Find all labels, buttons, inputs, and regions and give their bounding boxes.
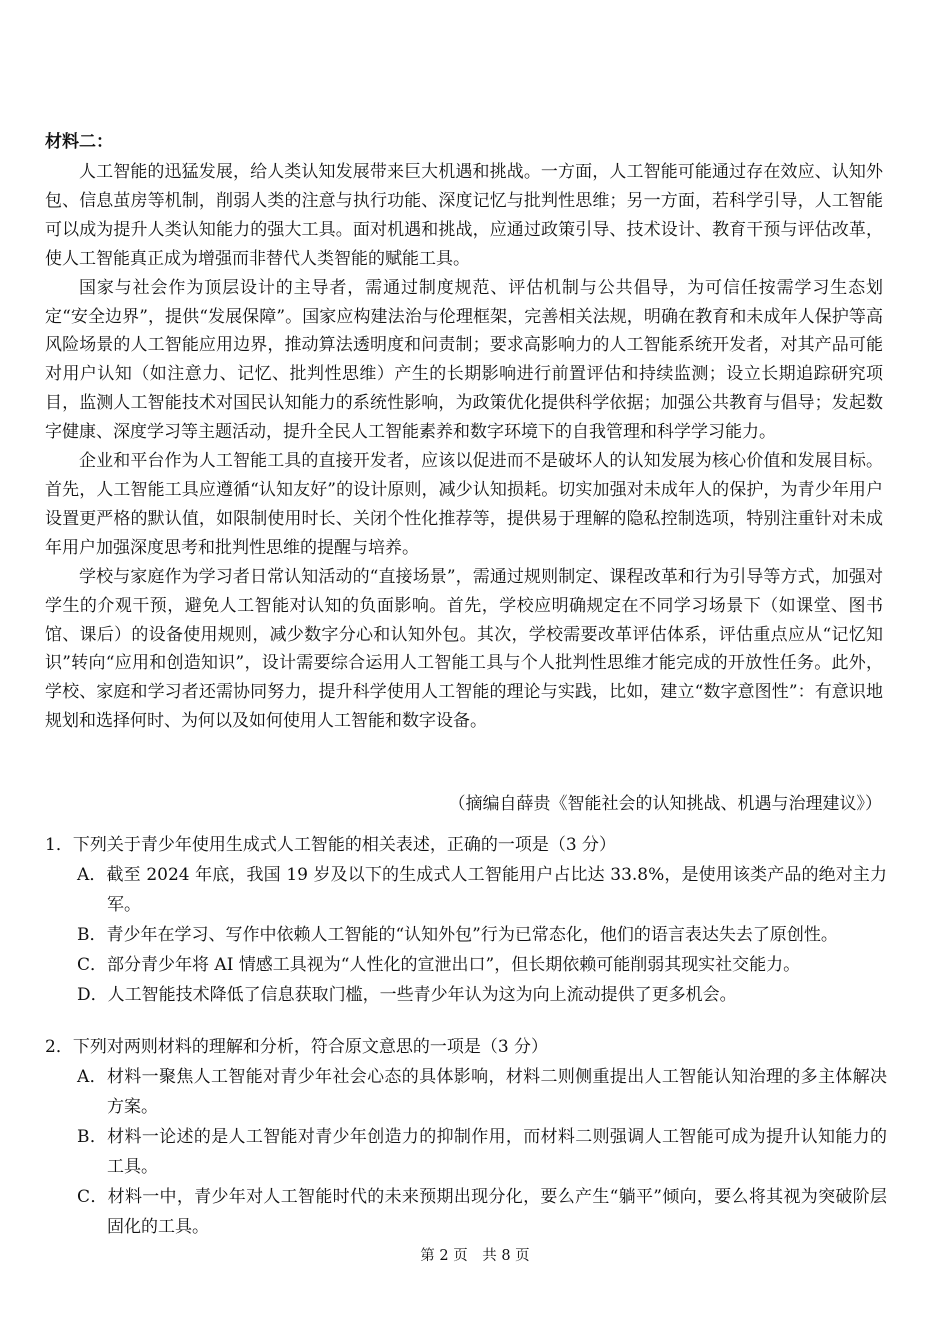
page-number: 第 2 页 共 8 页 [420,1248,530,1264]
material-two-passage [45,158,883,736]
paragraph: 国家与社会作为顶层设计的主导者，需通过制度规范、评估机制与公共倡导，为可信任按需学习生态划定“安全边界”，提供“发展保障”。国家应构建法治与伦理框架，完善相关法规，明确在教育和未成年人保护等高风险场景的人工智能应用边界，推动算法透明度和问责制；要求高影响力的人工智能系统开发者，对其产品可能对用户认知（如注意力、记忆、批判性思维）产生的长期影响进行前置评估和持续监测；设立长期追踪研究项目，监测人工智能技术对国民认知能力的系统性影响，为政策优化提供科学依据；加强公共教育与倡导；发起数字健康、深度学习等主题活动，提升全民人工智能素养和数字环境下的自我管理和科学学习能力。 [45,277,883,443]
question-stem: 2．下列对两则材料的理解和分析，符合原文意思的一项是（3 分） [45,1037,549,1057]
question-stem: 1．下列关于青少年使用生成式人工智能的相关表述，正确的一项是（3 分） [45,835,617,855]
option-b: B．材料一论述的是人工智能对青少年创造力的抑制作用，而材料二则强调人工智能可成为提升认知能力的工具。 [77,1127,887,1177]
option-c: C．部分青少年将 AI 情感工具视为“人性化的宣泄出口”，但长期依赖可能削弱其现实社交能力。 [77,955,801,975]
paragraph: 学校与家庭作为学习者日常认知活动的“直接场景”，需通过规则制定、课程改革和行为引导等方式，加强对学生的介观干预，避免人工智能对认知的负面影响。首先，学校应明确规定在不同学习场景下（如课堂、图书馆、课后）的设备使用规则，减少数字分心和认知外包。其次，学校需要改革评估体系，评估重点应从“记忆知识”转向“应用和创造知识”，设计需要综合运用人工智能工具与个人批判性思维才能完成的开放性任务。此外，学校、家庭和学习者还需协同努力，提升科学使用人工智能的理论与实践，比如，建立“数字意图性”：有意识地规划和选择何时、为何以及如何使用人工智能和数字设备。 [45,566,883,732]
option-a: A．截至 2024 年底，我国 19 岁及以下的生成式人工智能用户占比达 33.8%，是使用该类产品的绝对主力军。 [77,865,887,915]
option-a: A．材料一聚焦人工智能对青少年社会心态的具体影响，材料二则侧重提出人工智能认知治理的多主体解决方案。 [77,1067,887,1117]
paragraph: 人工智能的迅猛发展，给人类认知发展带来巨大机遇和挑战。一方面，人工智能可能通过存在效应、认知外包、信息茧房等机制，削弱人类的注意与执行功能、深度记忆与批判性思维；另一方面，若科学引导，人工智能可以成为提升人类认知能力的强大工具。面对机遇和挑战，应通过政策引导、技术设计、教育干预与评估改革，使人工智能真正成为增强而非替代人类智能的赋能工具。 [45,162,883,269]
question-2 [45,1032,887,1242]
section-heading: 材料二： [45,132,113,152]
question-1 [45,830,887,1010]
option-b: B．青少年在学习、写作中依赖人工智能的“认知外包”行为已常态化，他们的语言表达失去了原创性。 [77,925,838,945]
option-d: D．人工智能技术降低了信息获取门槛，一些青少年认为这为向上流动提供了更多机会。 [77,985,737,1005]
option-c: C．材料一中，青少年对人工智能时代的未来预期出现分化，要么产生“躺平”倾向，要么将其视为突破阶层固化的工具。 [77,1187,887,1237]
source-citation: （摘编自薛贵《智能社会的认知挑战、机遇与治理建议》） [448,794,882,814]
paragraph: 企业和平台作为人工智能工具的直接开发者，应该以促进而不是破坏人的认知发展为核心价值和发展目标。首先，人工智能工具应遵循“认知友好”的设计原则，减少认知损耗。切实加强对未成年人的保护，为青少年用户设置更严格的默认值，如限制使用时长、关闭个性化推荐等，提供易于理解的隐私控制选项，特别注重针对未成年用户加强深度思考和批判性思维的提醒与培养。 [45,451,883,558]
